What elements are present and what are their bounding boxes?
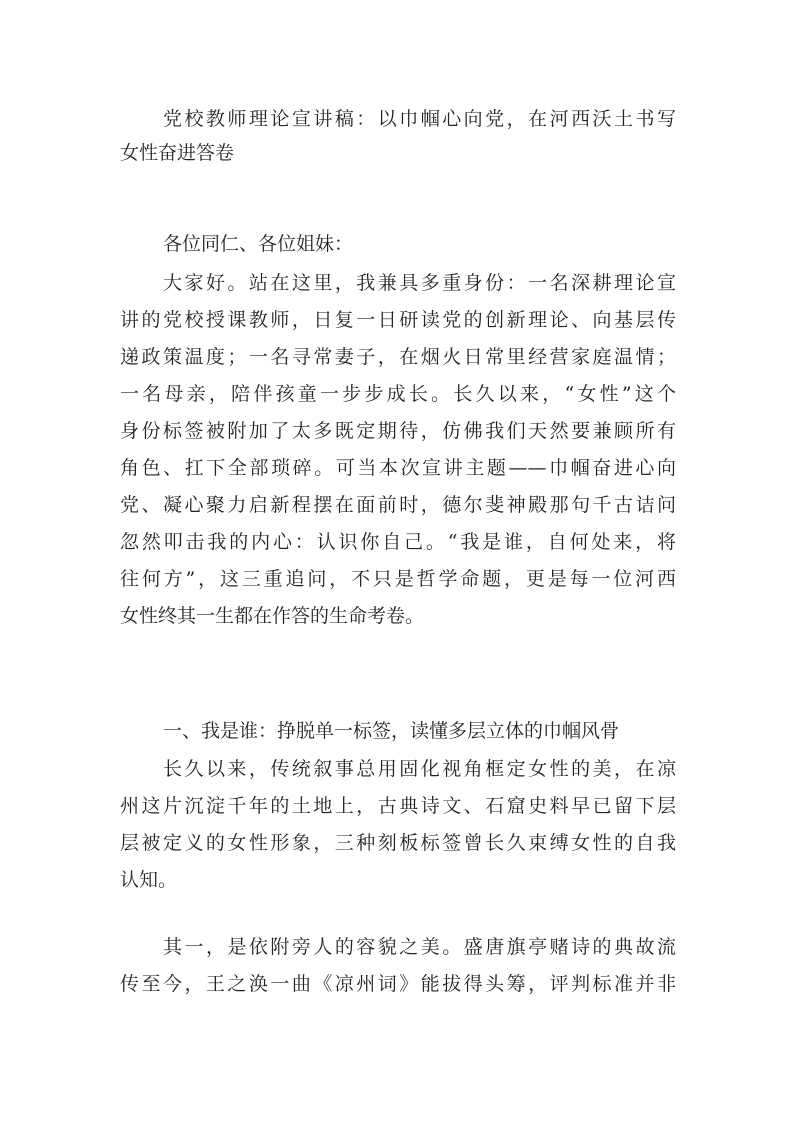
paragraph-line: 身份标签被附加了太多既定期待，仿佛我们天然要兼顾所有: [120, 420, 676, 442]
paragraph-line: 女性终其一生都在作答的生命考卷。: [120, 605, 425, 627]
paragraph-line: 递政策温度；一名寻常妻子，在烟火日常里经营家庭温情；: [120, 346, 676, 368]
section-heading-line: 一、我是谁：挣脱单一标签，读懂多层立体的巾帼风骨: [163, 720, 620, 742]
intro-paragraph: [120, 265, 676, 635]
paragraph-line: 其一，是依附旁人的容貌之美。盛唐旗亭赌诗的典故流: [163, 936, 676, 958]
title-line: 党校教师理论宣讲稿：以巾帼心向党，在河西沃土书写: [163, 108, 676, 130]
section-paragraph: [120, 929, 676, 1003]
section-heading: [120, 713, 676, 750]
paragraph-line: 州这片沉淀千年的土地上，古典诗文、石窟史料早已留下层: [120, 795, 676, 817]
paragraph-line: 讲的党校授课教师，日复一日研读党的创新理论、向基层传: [120, 309, 676, 331]
title-line: 女性奋进答卷: [120, 142, 235, 164]
paragraph-line: 党、凝心聚力启新程摆在面前时，德尔斐神殿那句千古诘问: [120, 494, 676, 516]
paragraph-line: 传至今，王之涣一曲《凉州词》能拔得头筹，评判标准并非: [120, 973, 676, 995]
greeting: [120, 226, 676, 263]
paragraph-line: 往何方”，这三重追问，不只是哲学命题，更是每一位河西: [120, 568, 676, 590]
paragraph-line: 认知。: [120, 869, 178, 891]
section-paragraph: [120, 751, 676, 899]
paragraph-line: 一名母亲，陪伴孩童一步步成长。长久以来，“女性”这个: [120, 383, 676, 405]
greeting-line: 各位同仁、各位姐妹：: [163, 233, 354, 255]
paragraph-line: 大家好。站在这里，我兼具多重身份：一名深耕理论宣: [163, 272, 676, 294]
paragraph-line: 层被定义的女性形象，三种刻板标签曾长久束缚女性的自我: [120, 832, 676, 854]
paragraph-line: 忽然叩击我的内心：认识你自己。“我是谁，自何处来，将: [120, 531, 676, 553]
paragraph-line: 角色、扛下全部琐碎。可当本次宣讲主题——巾帼奋进心向: [120, 457, 676, 479]
document-title: [120, 102, 676, 170]
paragraph-line: 长久以来，传统叙事总用固化视角框定女性的美，在凉: [163, 758, 676, 780]
